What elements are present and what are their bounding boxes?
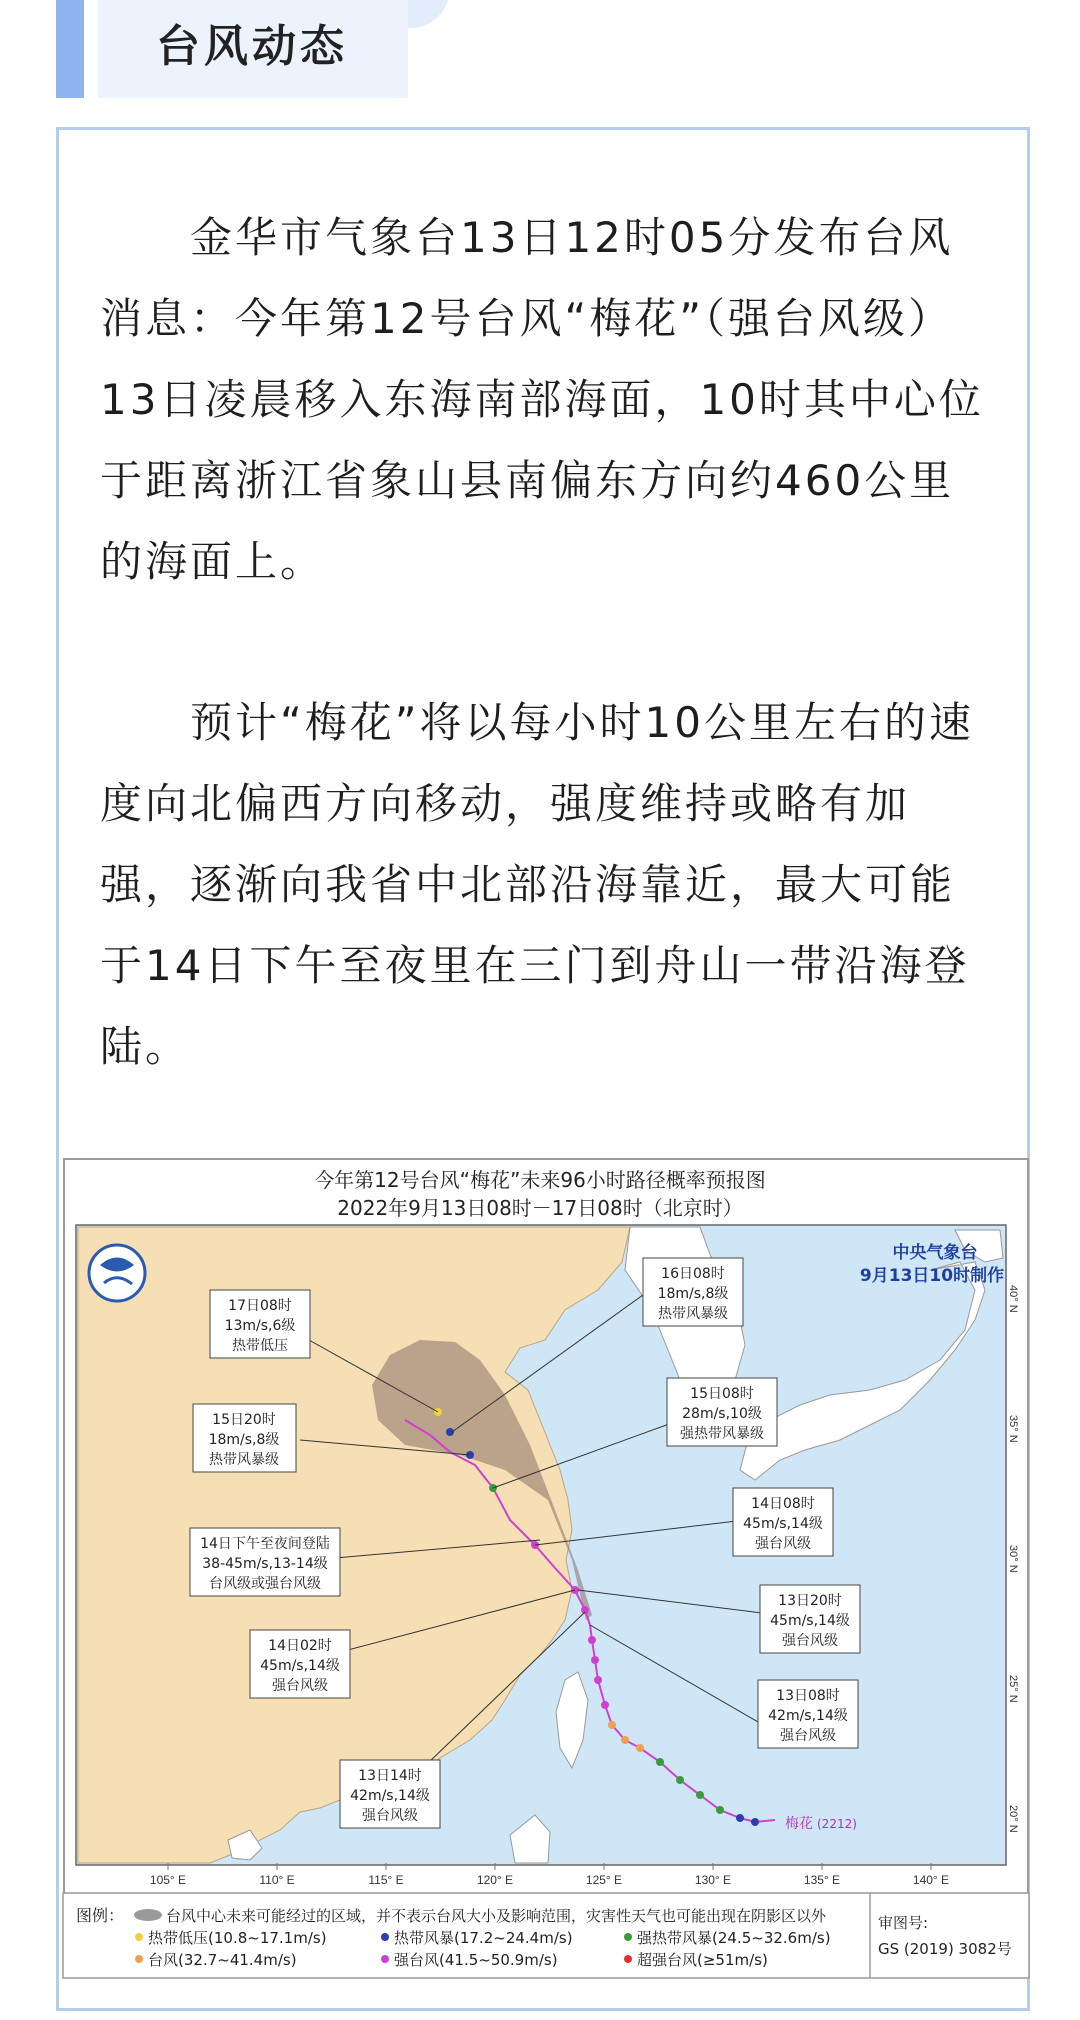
typhoon-name-label: 梅花 (785, 1816, 813, 1832)
svg-text:强台风级: 强台风级 (780, 1728, 836, 1744)
svg-text:强热带风暴(24.5~32.6m/s): 强热带风暴(24.5~32.6m/s) (637, 1929, 831, 1947)
issuer-name: 中央气象台 (892, 1243, 978, 1263)
svg-text:14日08时: 14日08时 (751, 1496, 815, 1512)
legend-dot (135, 1955, 143, 1963)
svg-text:38-45m/s,13-14级: 38-45m/s,13-14级 (202, 1556, 328, 1572)
review-number: GS (2019) 3082号 (878, 1940, 1012, 1958)
svg-text:13日08时: 13日08时 (776, 1688, 840, 1704)
svg-text:45m/s,14级: 45m/s,14级 (770, 1613, 850, 1629)
forecast-label-landfall (190, 1528, 340, 1596)
forecast-label-13d08 (758, 1680, 858, 1748)
svg-text:强台风级: 强台风级 (362, 1808, 418, 1824)
issued-time: 9月13日10时制作 (859, 1266, 1005, 1286)
legend-dot (381, 1955, 389, 1963)
svg-text:强热带风暴级: 强热带风暴级 (680, 1426, 764, 1442)
lon-label: 110° E (259, 1873, 295, 1887)
lon-label: 135° E (803, 1873, 841, 1887)
svg-text:28m/s,10级: 28m/s,10级 (682, 1406, 762, 1422)
svg-text:热带风暴(17.2~24.4m/s): 热带风暴(17.2~24.4m/s) (394, 1929, 573, 1947)
svg-text:45m/s,14级: 45m/s,14级 (260, 1658, 340, 1674)
forecast-label-17d08 (210, 1290, 310, 1358)
svg-text:14日下午至夜间登陆: 14日下午至夜间登陆 (200, 1536, 330, 1552)
svg-text:14日02时: 14日02时 (268, 1638, 332, 1654)
forecast-label-15d08 (667, 1378, 777, 1446)
svg-text:13m/s,6级: 13m/s,6级 (224, 1318, 296, 1334)
map-subtitle: 2022年9月13日08时－17日08时（北京时） (337, 1196, 743, 1220)
svg-text:13日14时: 13日14时 (358, 1768, 422, 1784)
forecast-label-16d08 (643, 1258, 743, 1326)
typhoon-code-label: (2212) (817, 1817, 857, 1831)
cma-logo (89, 1245, 145, 1301)
forecast-label-15d20 (193, 1404, 296, 1472)
legend-dot (381, 1933, 389, 1941)
svg-text:16日08时: 16日08时 (661, 1266, 725, 1282)
svg-text:热带低压(10.8~17.1m/s): 热带低压(10.8~17.1m/s) (148, 1929, 327, 1947)
legend-label: 图例： (76, 1906, 125, 1925)
lon-label: 140° E (912, 1873, 950, 1887)
svg-text:45m/s,14级: 45m/s,14级 (743, 1516, 823, 1532)
forecast-label-14d08 (733, 1488, 833, 1556)
svg-text:台风级或强台风级: 台风级或强台风级 (209, 1576, 321, 1592)
lon-label: 125° E (585, 1873, 623, 1887)
lon-label: 130° E (694, 1873, 732, 1887)
svg-text:15日08时: 15日08时 (690, 1386, 754, 1402)
svg-text:强台风级: 强台风级 (782, 1633, 838, 1649)
lat-label: 30° N (1007, 1545, 1019, 1573)
svg-text:强台风(41.5~50.9m/s): 强台风(41.5~50.9m/s) (394, 1951, 558, 1969)
cone-legend-desc: 台风中心未来可能经过的区域，并不表示台风大小及影响范围，灾害性天气也可能出现在阴影区以外 (166, 1907, 827, 1925)
lat-label: 20° N (1007, 1805, 1019, 1833)
paragraph-2: 预计“梅花”将以每小时10公里左右的速度向北偏西方向移动，强度维持或略有加强，逐渐向我省中北部沿海靠近，最大可能于14日下午至夜里在三门到舟山一带沿海登陆。 (100, 698, 974, 1071)
svg-text:超强台风(≥51m/s): 超强台风(≥51m/s) (637, 1951, 768, 1969)
svg-text:台风(32.7~41.4m/s): 台风(32.7~41.4m/s) (148, 1951, 297, 1969)
lat-label: 35° N (1007, 1415, 1019, 1443)
lon-label: 105° E (149, 1873, 187, 1887)
svg-text:热带低压: 热带低压 (232, 1338, 288, 1354)
map-title: 今年第12号台风“梅花”未来96小时路径概率预报图 (314, 1168, 766, 1192)
svg-text:15日20时: 15日20时 (212, 1412, 276, 1428)
paragraph-1: 金华市气象台13日12时05分发布台风消息：今年第12号台风“梅花”（强台风级）13日凌晨移入东海南部海面，10时其中心位于距离浙江省象山县南偏东方向约460公里的海面上。 (100, 213, 984, 586)
cone-legend-icon (134, 1909, 162, 1921)
legend-dot (624, 1955, 632, 1963)
forecast-label-13d20 (760, 1585, 860, 1653)
svg-text:强台风级: 强台风级 (272, 1678, 328, 1694)
svg-text:42m/s,14级: 42m/s,14级 (350, 1788, 430, 1804)
forecast-label-14d02 (250, 1630, 350, 1698)
legend-dot (624, 1933, 632, 1941)
legend-dot (135, 1933, 143, 1941)
forecast-label-13d14 (340, 1760, 440, 1828)
svg-text:热带风暴级: 热带风暴级 (209, 1452, 279, 1468)
svg-text:热带风暴级: 热带风暴级 (658, 1306, 728, 1322)
svg-text:13日20时: 13日20时 (778, 1593, 842, 1609)
svg-text:42m/s,14级: 42m/s,14级 (768, 1708, 848, 1724)
lon-label: 115° E (368, 1873, 404, 1887)
svg-text:强台风级: 强台风级 (755, 1536, 811, 1552)
svg-text:17日08时: 17日08时 (228, 1298, 292, 1314)
section-title: 台风动态 (156, 21, 348, 72)
review-label: 审图号: (878, 1914, 929, 1932)
svg-text:18m/s,8级: 18m/s,8级 (657, 1286, 729, 1302)
svg-text:18m/s,8级: 18m/s,8级 (208, 1432, 280, 1448)
lon-label: 120° E (476, 1873, 514, 1887)
lat-label: 25° N (1007, 1675, 1019, 1703)
lat-label: 40° N (1007, 1285, 1019, 1313)
